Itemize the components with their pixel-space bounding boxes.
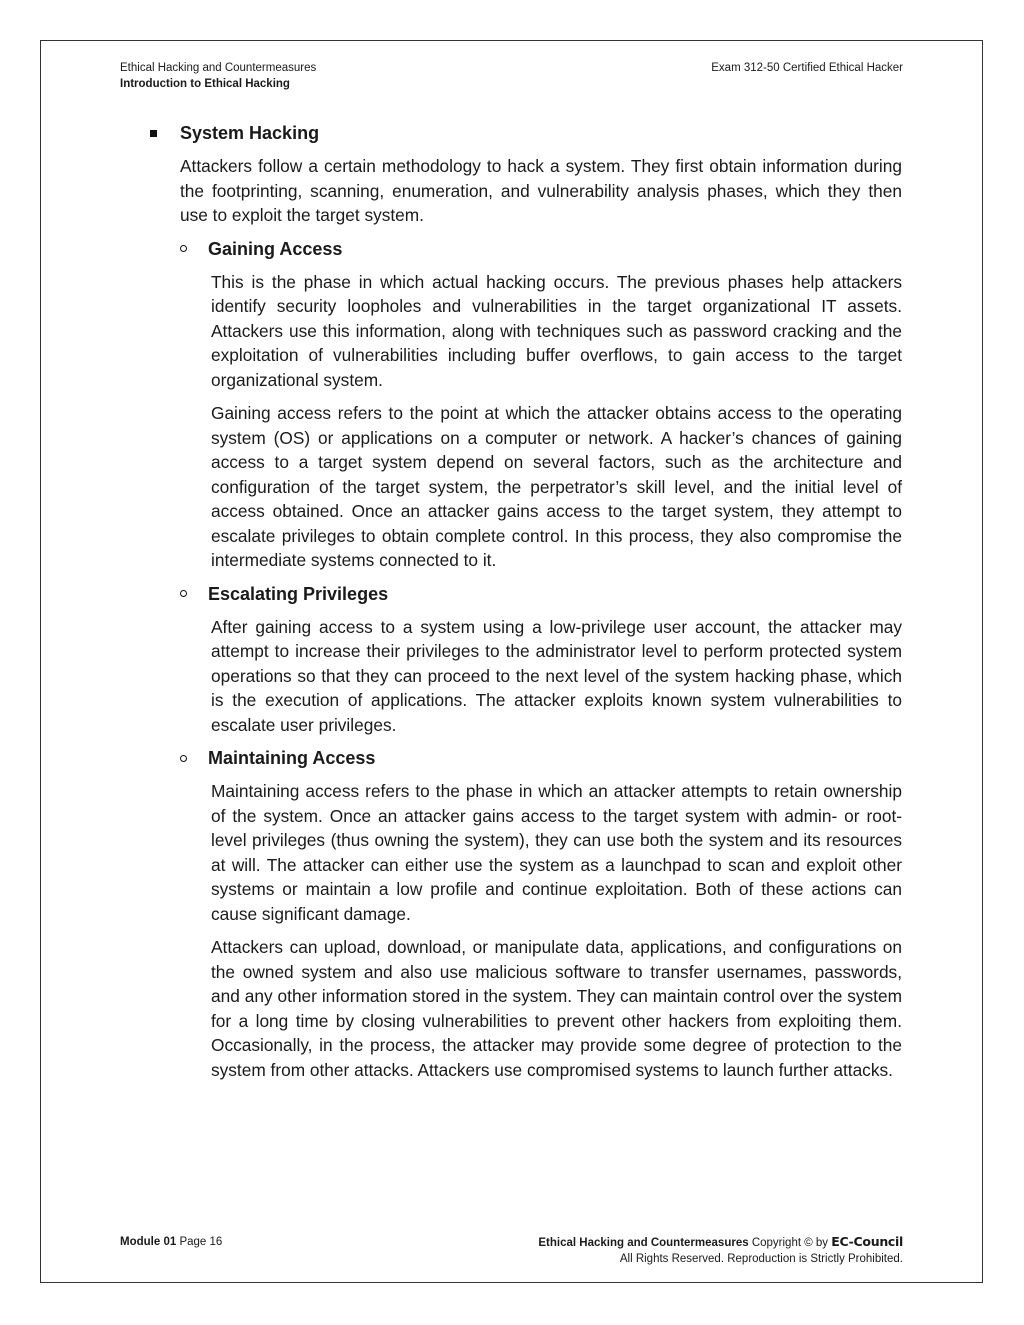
running-header-right: Exam 312-50 Certified Ethical Hacker [711,62,903,74]
copyright-line [538,1234,903,1251]
subsection-heading-escalating-privileges [180,582,902,606]
circle-bullet-icon [180,590,187,597]
footer-right [538,1234,903,1267]
module-title: Introduction to Ethical Hacking [120,78,290,90]
paragraph: Maintaining access refers to the phase in which an attacker attempts to retain ownership of the system. Once an attacker gains access to the target system with admin- or root-level privileges (thus owning the system), they can use both the system and its resources at will. The attacker can either use the system as a launchpad to scan and exploit other systems or maintain a low profile and continue exploitation. Both of these actions can cause significant damage. [211,781,902,924]
paragraph: After gaining access to a system using a low-privilege user account, the attacker may attempt to increase their privileges to the administrator level to perform protected system operations so that they can proceed to the next level of the system hacking phase, which is the execution of applications. The attacker exploits known system vulnerabilities to escalate user privileges. [211,616,902,735]
system-hacking-section [150,121,902,1082]
section-intro: Attackers follow a certain methodology to hack a system. They first obtain information during the footprinting, scanning, enumeration, and vulnerability analysis phases, which they then use to exploit the target system. [180,156,902,225]
book-title: Ethical Hacking and Countermeasures [120,62,317,74]
subsection-heading-maintaining-access [180,746,902,770]
subsection-title: Maintaining Access [208,748,376,768]
section-title: System Hacking [180,123,320,143]
running-header-left [120,60,316,92]
paragraph: Attackers can upload, download, or manipulate data, applications, and configurations on the owned system and also use malicious software to transfer usernames, passwords, and any other information stored in the system. They can maintain control over the system for a long time by closing vulnerabilities to prevent other hackers from exploiting them. Occasionally, in the process, the attacker may provide some degree of protection to the system from other attacks. Attackers use compromised systems to launch further attacks. [211,937,902,1080]
subsection-title: Escalating Privileges [208,583,389,604]
circle-bullet-icon [180,755,187,762]
ec-council-logo: EC-Council [831,1234,903,1249]
paragraph: This is the phase in which actual hacking occurs. The previous phases help attackers identify security loopholes and vulnerabilities in the target organizational IT assets. Attackers use this information, along with techniques such as password cracking and the exploitation of vulnerabilities including buffer overflows, to gain access to the target organizational system. [211,271,902,390]
section-heading [150,121,902,145]
footer-left [120,1234,222,1250]
module-label: Module 01 [120,1236,177,1248]
page-number: Page 16 [179,1236,223,1248]
paragraph: Gaining access refers to the point at which the attacker obtains access to the operating system (OS) or applications on a computer or network. A hacker’s chances of gaining access to a target system depend on several factors, such as the architecture and configuration of the target system, the perpetrator’s skill level, and the initial level of access obtained. Once an attacker gains access to the target system, they attempt to escalate privileges to obtain complete control. In this process, they also compromise the intermediate systems connected to it. [211,403,902,570]
subsection-title: Gaining Access [208,238,343,259]
square-bullet-icon [150,130,157,137]
subsection-heading-gaining-access [180,237,902,261]
circle-bullet-icon [180,245,187,252]
copyright-text: Copyright © by [751,1237,829,1249]
rights-notice: All Rights Reserved. Reproduction is Strictly Prohibited. [619,1253,903,1265]
copyright-title: Ethical Hacking and Countermeasures [538,1237,749,1249]
